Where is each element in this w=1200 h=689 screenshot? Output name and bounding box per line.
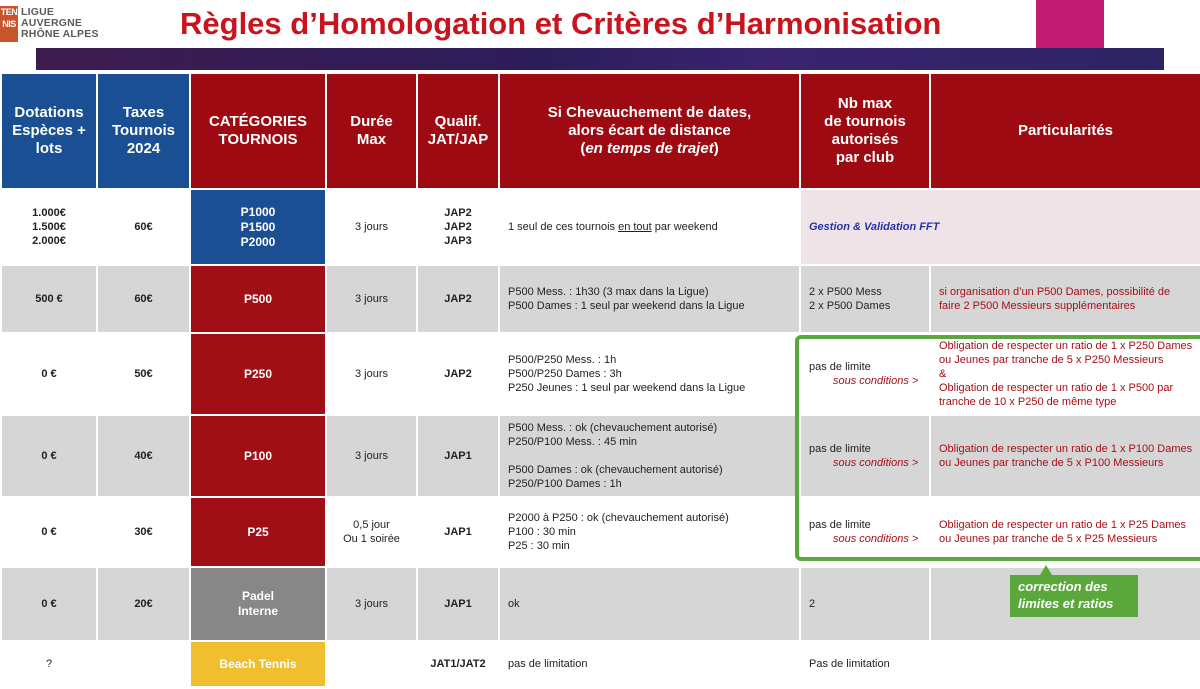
cell-particularites: Obligation de respecter un ratio de 1 x P250 Dames ou Jeunes par tranche de 5 x P250 Messieurs & Obligation de respecter un ratio de 1 x P500 par tranche de 10 x P250 de même type [930,333,1200,415]
cell-nbmax: pas de limite sous conditions > [800,497,930,567]
col-header-categories: CATÉGORIES TOURNOIS [190,73,326,189]
annotation-pointer [1040,565,1052,575]
cell-categorie: P500 [190,265,326,333]
cell-taxe: 50€ [97,333,190,415]
cell-duree: 3 jours [326,567,417,641]
cell-nbmax: 2 [800,567,930,641]
cell-categorie: P25 [190,497,326,567]
col-header-dotations: Dotations Espèces + lots [1,73,97,189]
cell-categorie: Beach Tennis [190,641,326,687]
cell-categorie: P250 [190,333,326,415]
cell-chevauchement: ok [499,567,800,641]
cell-duree: 3 jours [326,265,417,333]
col-header-chevauchement: Si Chevauchement de dates, alors écart de distance (en temps de trajet) [499,73,800,189]
col-header-nbmax: Nb max de tournois autorisés par club [800,73,930,189]
cell-duree [326,641,417,687]
cell-nbmax: pas de limite sous conditions > [800,415,930,497]
cell-qualif: JAP2 [417,333,499,415]
cell-taxe: 60€ [97,265,190,333]
cell-chevauchement: 1 seul de ces tournois en tout par weekend [499,189,800,265]
cell-qualif: JAP2 JAP2 JAP3 [417,189,499,265]
cell-particularites [930,641,1200,687]
col-header-qualif: Qualif. JAT/JAP [417,73,499,189]
correction-annotation: correction des limites et ratios [1010,575,1138,617]
cell-taxe [97,641,190,687]
cell-chevauchement: P500/P250 Mess. : 1h P500/P250 Dames : 3h P250 Jeunes : 1 seul par weekend dans la Ligue [499,333,800,415]
cell-taxe: 30€ [97,497,190,567]
cell-dotation: ? [1,641,97,687]
col-header-taxes: Taxes Tournois 2024 [97,73,190,189]
cell-duree: 3 jours [326,189,417,265]
cell-dotation: 0 € [1,415,97,497]
cell-chevauchement: P2000 à P250 : ok (chevauchement autorisé) P100 : 30 min P25 : 30 min [499,497,800,567]
cell-particularites: Obligation de respecter un ratio de 1 x P25 Dames ou Jeunes par tranche de 5 x P25 Messieurs [930,497,1200,567]
table-header-row [1,73,1200,189]
cell-qualif: JAP1 [417,415,499,497]
cell-gestion-fft: Gestion & Validation FFT [800,189,1200,265]
ligue-logo-mark: TEN NIS [0,6,18,42]
cell-chevauchement: P500 Mess. : 1h30 (3 max dans la Ligue) P500 Dames : 1 seul par weekend dans la Ligue [499,265,800,333]
cell-dotation: 500 € [1,265,97,333]
table-row [1,641,1200,687]
cell-particularites: Obligation de respecter un ratio de 1 x P100 Dames ou Jeunes par tranche de 5 x P100 Messieurs [930,415,1200,497]
cell-categorie: P100 [190,415,326,497]
cell-qualif: JAT1/JAT2 [417,641,499,687]
cell-categorie: P1000 P1500 P2000 [190,189,326,265]
cell-duree: 3 jours [326,333,417,415]
cell-taxe: 40€ [97,415,190,497]
col-header-duree: Durée Max [326,73,417,189]
cell-duree: 0,5 jour Ou 1 soirée [326,497,417,567]
ligue-logo-text: LIGUE AUVERGNE RHÔNE ALPES [21,6,99,40]
cell-qualif: JAP2 [417,265,499,333]
cell-nbmax: 2 x P500 Mess 2 x P500 Dames [800,265,930,333]
cell-nbmax: Pas de limitation [800,641,930,687]
cell-chevauchement: pas de limitation [499,641,800,687]
cell-taxe: 60€ [97,189,190,265]
cell-categorie: Padel Interne [190,567,326,641]
table-row [1,265,1200,333]
cell-dotation: 0 € [1,567,97,641]
table-row [1,189,1200,265]
header-banner [36,48,1164,70]
cell-dotation: 1.000€ 1.500€ 2.000€ [1,189,97,265]
cell-dotation: 0 € [1,497,97,567]
cell-duree: 3 jours [326,415,417,497]
cell-dotation: 0 € [1,333,97,415]
cell-nbmax: pas de limite sous conditions > [800,333,930,415]
col-header-particularites: Particularités [930,73,1200,189]
cell-qualif: JAP1 [417,567,499,641]
page-title: Règles d’Homologation et Critères d’Harmonisation [180,6,942,41]
cell-taxe: 20€ [97,567,190,641]
correction-highlight-frame [795,335,1200,561]
cell-particularites: si organisation d’un P500 Dames, possibilité de faire 2 P500 Messieurs supplémentaires [930,265,1200,333]
cell-chevauchement: P500 Mess. : ok (chevauchement autorisé) P250/P100 Mess. : 45 min P500 Dames : ok (chevauchement autorisé) P250/P100 Dames : 1h [499,415,800,497]
cell-qualif: JAP1 [417,497,499,567]
